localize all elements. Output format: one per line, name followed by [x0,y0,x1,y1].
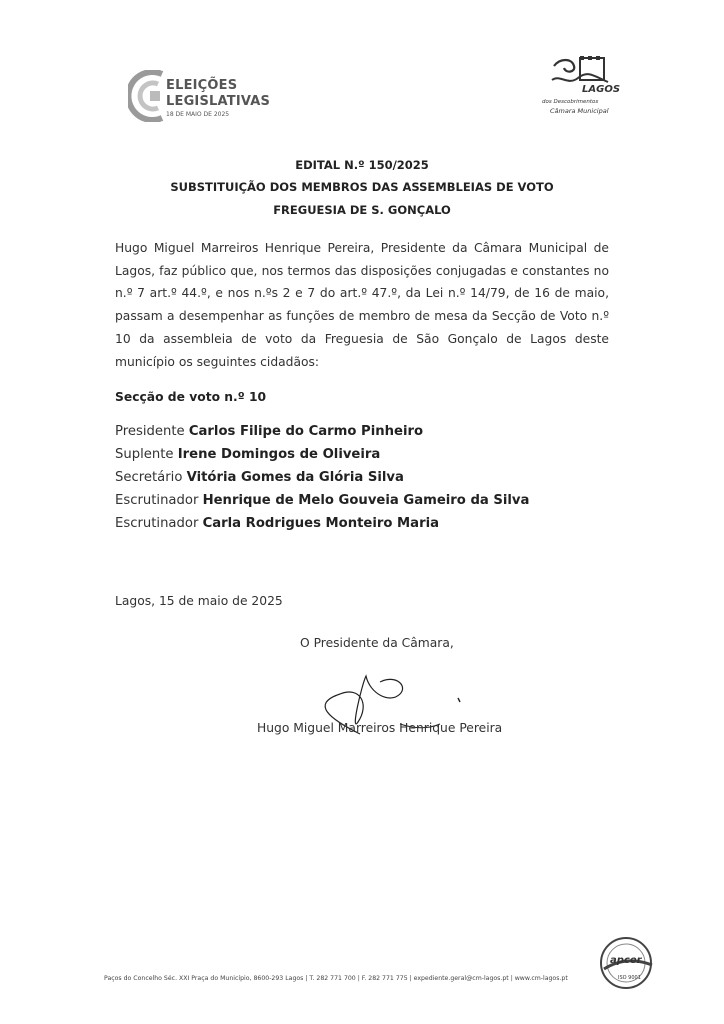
member-name: Carlos Filipe do Carmo Pinheiro [188,424,424,439]
member-role: Suplente [115,447,174,462]
member-role: Presidente [115,424,185,439]
edital-subtitle: SUBSTITUIÇÃO DOS MEMBROS DAS ASSEMBLEIAS DE VOTO [170,180,554,194]
logo-line-date: 18 DE MAIO DE 2025 [166,111,230,118]
member-row [115,516,439,531]
member-name: Carla Rodrigues Monteiro Maria [202,516,440,531]
eleicoes-legislativas-logo [128,66,271,126]
eleicoes-swirl-icon [128,70,166,122]
member-name: Vitória Gomes da Glória Silva [186,470,404,485]
member-row [115,424,423,439]
member-row [115,493,529,508]
logo-line-legislativas: LEGISLATIVAS [166,94,271,109]
member-name: Irene Domingos de Oliveira [177,447,381,462]
signatory-name: Hugo Miguel Marreiros Henrique Pereira [257,721,503,735]
edital-title: EDITAL N.º 150/2025 [295,158,429,172]
member-role: Escrutinador [115,516,199,531]
section-title: Secção de voto n.º 10 [115,390,267,404]
lagos-emblem-icon [550,56,610,86]
lagos-camara-logo [536,56,620,122]
cert-sub: ISO 9001 [618,975,641,981]
member-row [115,447,380,462]
member-name: Henrique de Melo Gouveia Gameiro da Silva [202,493,530,508]
member-row [115,470,404,485]
member-role: Escrutinador [115,493,199,508]
apcer-certification-logo [590,935,666,995]
logo-descobrimentos-text: dos Descobrimentos [542,99,599,105]
logo-camara-text: Câmara Municipal [550,107,609,115]
parish-name: FREGUESIA DE S. GONÇALO [273,203,451,217]
cert-label: apcer [610,955,642,966]
logo-lagos-text: LAGOS [582,84,621,95]
logo-line-eleicoes: ELEIÇÕES [166,78,238,93]
footer-contact: Paços do Concelho Séc. XXI Praça do Município, 8600-293 Lagos | T. 282 771 700 | F. 282 771 775 | expediente.geral@cm-lagos.pt | www.cm-lagos.pt [104,975,568,982]
date-line: Lagos, 15 de maio de 2025 [115,594,283,608]
president-title: O Presidente da Câmara, [300,636,454,650]
announcement-paragraph: Hugo Miguel Marreiros Henrique Pereira, Presidente da Câmara Municipal de Lagos, faz público que, nos termos das disposições conjugadas e constantes no n.º 7 art.º 44.º, e nos n.ºs 2 e 7 do art.º 47.º, da Lei n.º 14/79, de 16 de maio, passam a desempenhar as funções de membro de mesa da Secção de Voto n.º 10 da assembleia de voto da Freguesia de São Gonçalo de Lagos deste município os seguintes cidadãos: [115,241,609,369]
member-role: Secretário [115,470,183,485]
